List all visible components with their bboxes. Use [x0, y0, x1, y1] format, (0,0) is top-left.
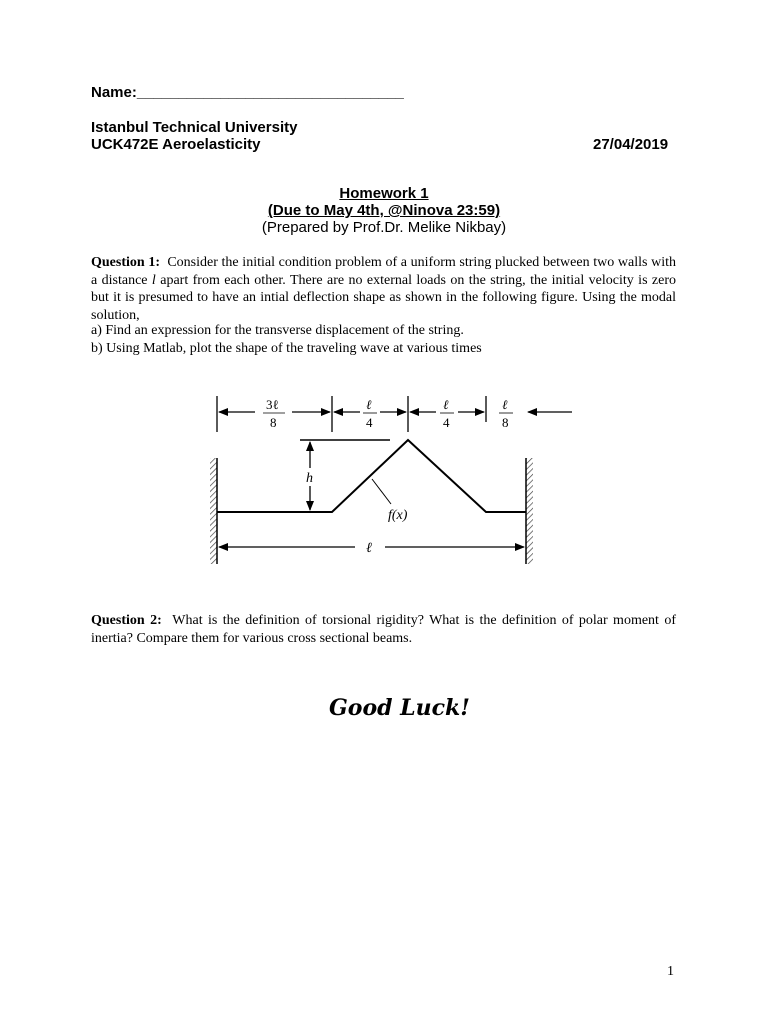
deflection-curve: [217, 440, 526, 512]
string-figure: [200, 388, 580, 570]
prepared-by: (Prepared by Prof.Dr. Melike Nikbay): [261, 219, 507, 236]
dim1-denominator: 8: [270, 415, 277, 430]
left-wall: [210, 458, 217, 564]
question-2-text: [91, 612, 676, 647]
dim3-denominator: 4: [443, 415, 450, 430]
length-label: ℓ: [366, 541, 372, 556]
name-label: Name:: [91, 84, 137, 101]
good-luck-closing: Good Luck!: [329, 695, 470, 721]
question-1-label: Question 1:: [91, 255, 160, 270]
name-blank-line: ________________________________: [136, 84, 404, 101]
page-number: 1: [667, 964, 674, 979]
curve-leader: [372, 479, 391, 504]
question-1-part-a: a) Find an expression for the transverse displacement of the string.: [91, 323, 464, 338]
question-1-part-b: b) Using Matlab, plot the shape of the traveling wave at various times: [91, 341, 482, 356]
date: 27/04/2019: [593, 136, 669, 153]
university-name: Istanbul Technical University: [91, 119, 298, 136]
question-2-label: Question 2:: [91, 613, 162, 628]
dim4-numerator: ℓ: [502, 397, 508, 412]
question-2-body: What is the definition of torsional rigidity? What is the definition of polar moment of inertia? Compare them for various cross sectional beams.: [91, 613, 676, 646]
curve-label: f(x): [388, 508, 408, 523]
name-field: [91, 84, 404, 101]
due-date: (Due to May 4th, @Ninova 23:59): [267, 202, 501, 219]
dim3-numerator: ℓ: [443, 397, 449, 412]
length-variable: l: [151, 272, 156, 288]
question-1-body-a: Consider the initial condition problem of a uniform string plucked between two walls with a distance: [91, 255, 677, 288]
dim4-denominator: 8: [502, 415, 509, 430]
course-title: UCK472E Aeroelasticity: [91, 136, 261, 153]
question-1-text: [91, 254, 676, 324]
height-label: h: [306, 471, 313, 486]
question-1-body-b: apart from each other. There are no external loads on the string, the initial velocity is zero but it is presumed to have an intial deflection shape as shown in the following figure. Using the modal solution,: [91, 272, 677, 323]
dim1-numerator: 3ℓ: [266, 397, 279, 412]
homework-title: Homework 1: [339, 185, 429, 202]
dim2-denominator: 4: [366, 415, 373, 430]
right-wall: [526, 458, 533, 564]
dim2-numerator: ℓ: [366, 397, 372, 412]
